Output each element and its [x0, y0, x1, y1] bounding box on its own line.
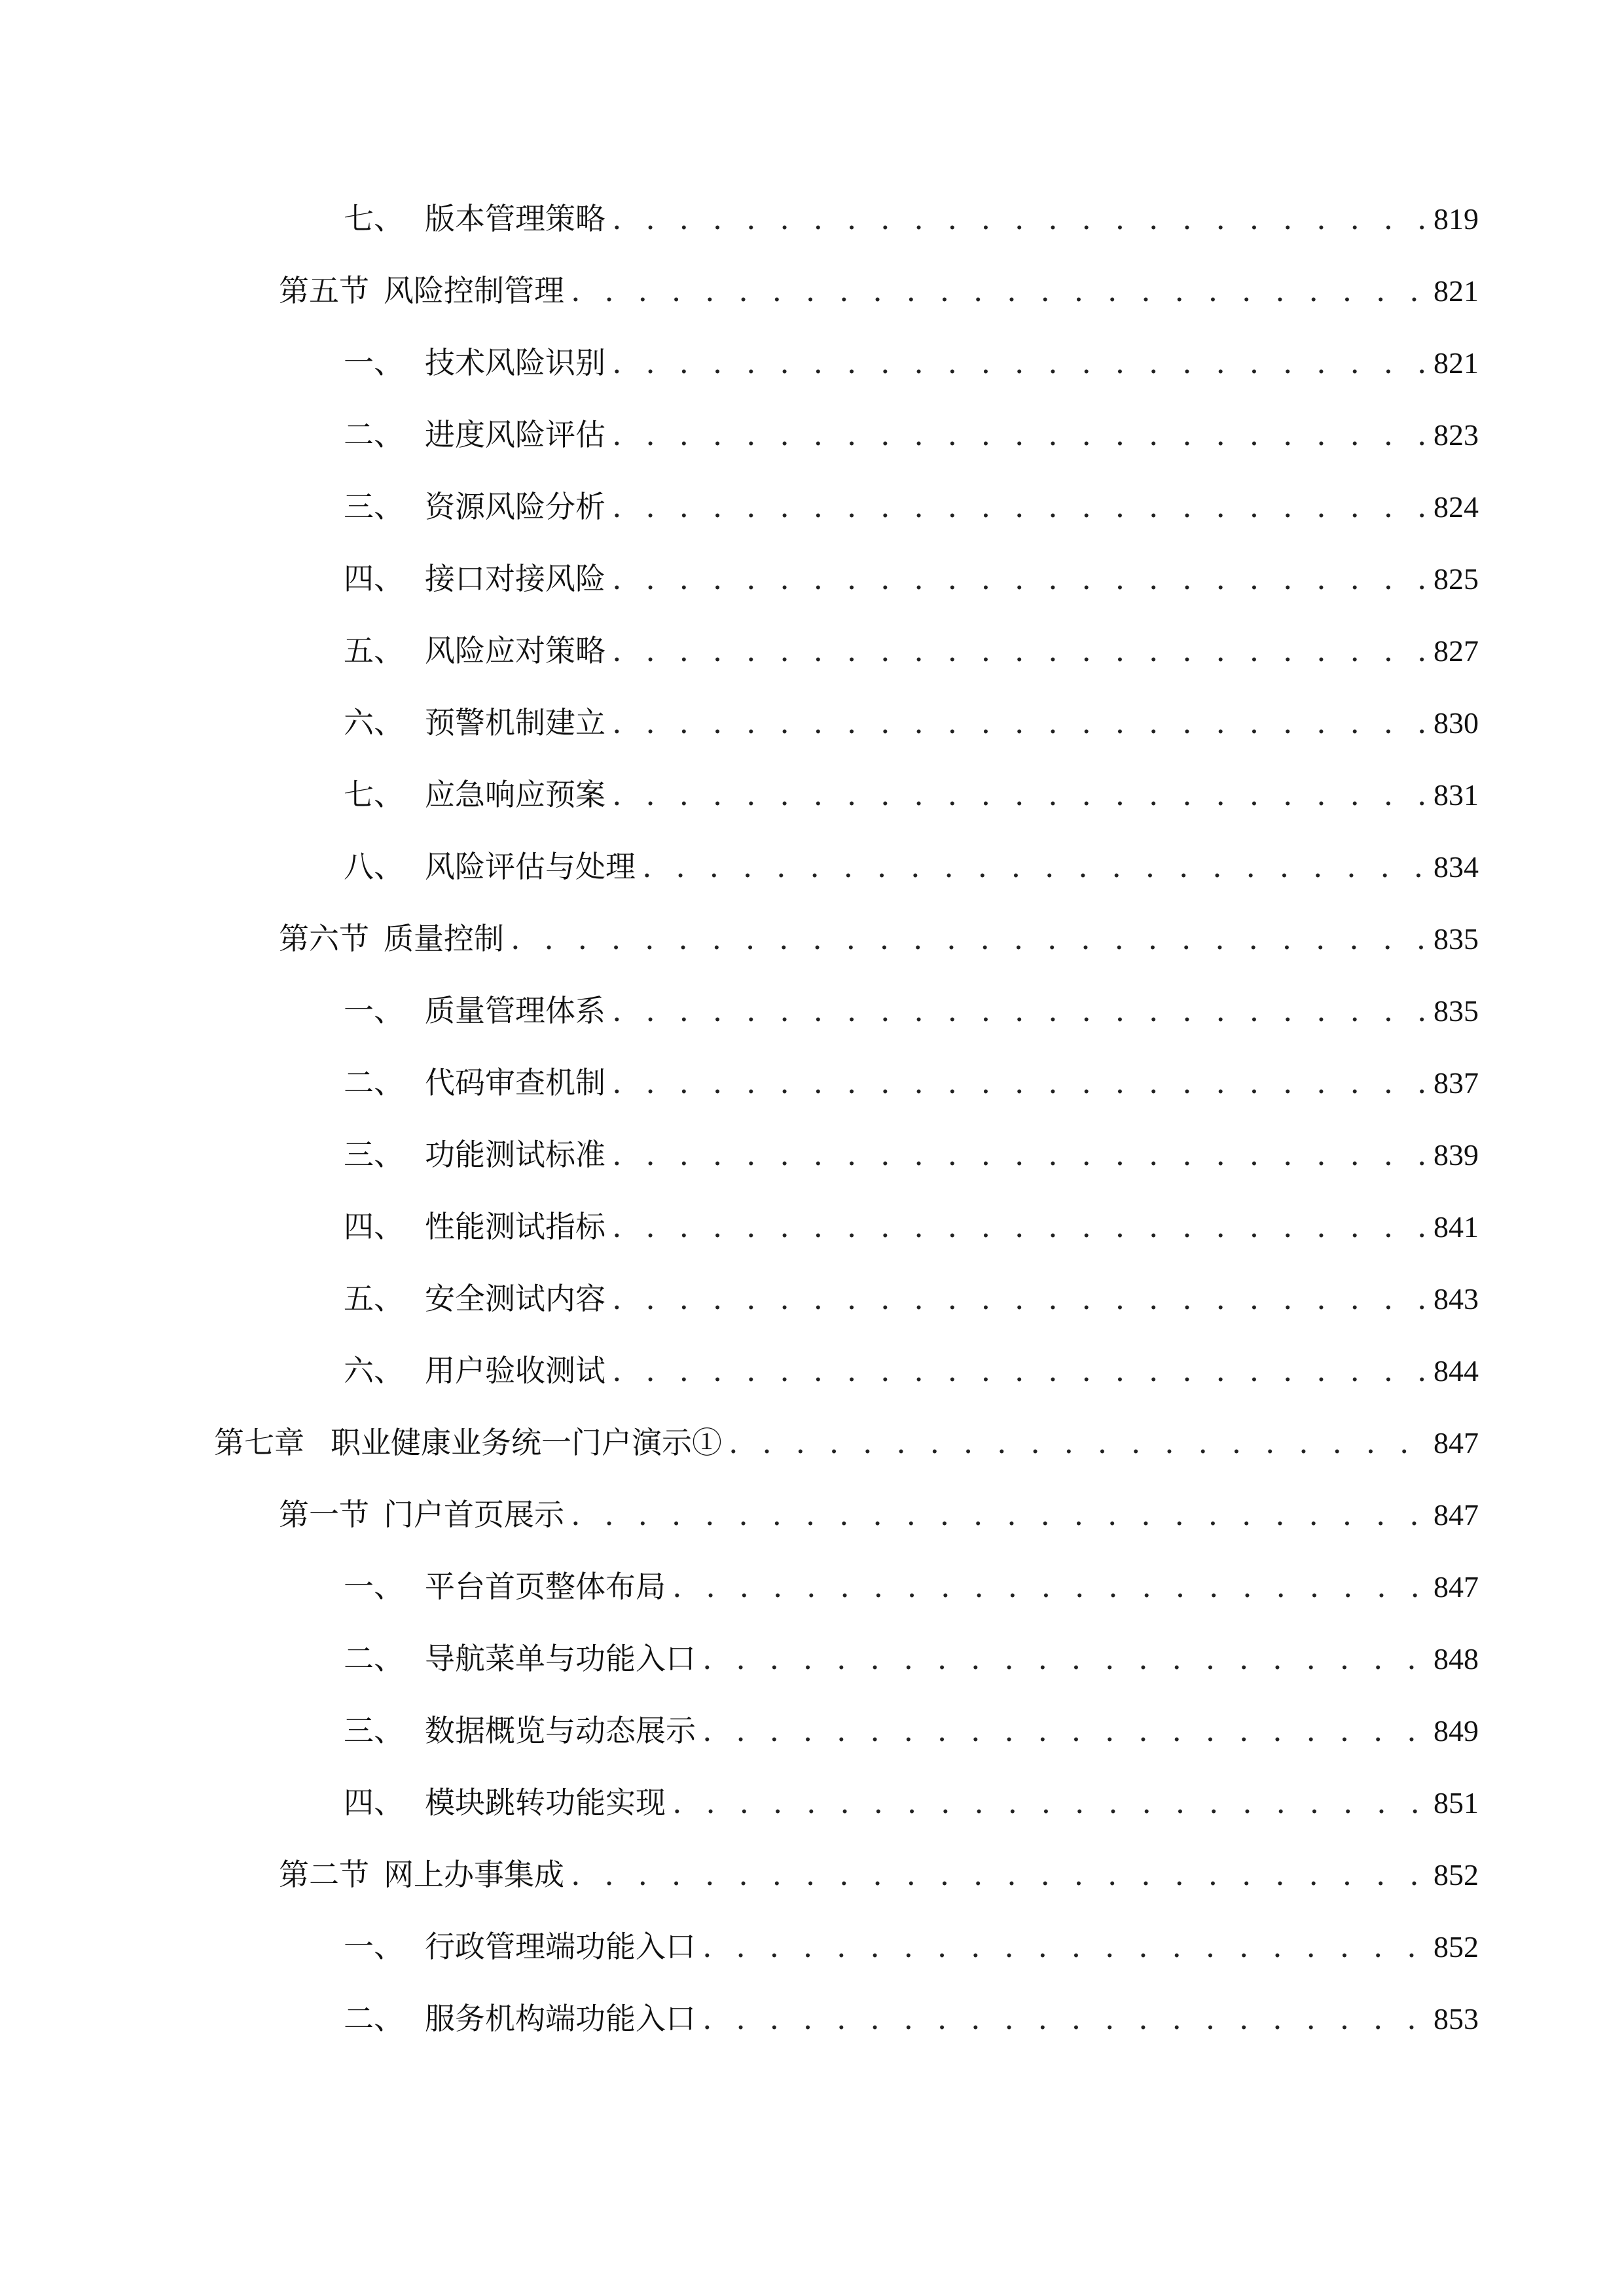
dot-leader — [571, 1839, 1427, 1910]
dot-leader — [612, 399, 1427, 471]
toc-entry-number: 四、 — [344, 1209, 404, 1244]
dot-leader — [612, 1119, 1427, 1191]
dot-leader — [612, 759, 1427, 831]
dot-leader — [612, 615, 1427, 687]
toc-entry[interactable] — [0, 1191, 1624, 1263]
toc-entry[interactable] — [0, 399, 1624, 471]
toc-entry[interactable] — [0, 327, 1624, 399]
toc-entry-number: 第七章 — [214, 1425, 304, 1460]
toc-entry-page: 821 — [1434, 346, 1479, 380]
toc-entry[interactable] — [0, 687, 1624, 759]
dot-leader — [729, 1407, 1427, 1479]
toc-entry-title: 质量管理体系 — [425, 993, 605, 1028]
dot-leader — [702, 1982, 1427, 2054]
toc-entry-number: 第六节 — [279, 921, 369, 956]
dot-leader — [612, 1263, 1427, 1335]
toc-entry-page: 852 — [1434, 1858, 1479, 1892]
dot-leader — [571, 1479, 1427, 1551]
toc-entry-title: 质量控制 — [384, 921, 504, 956]
toc-entry[interactable] — [0, 255, 1624, 327]
toc-entry[interactable] — [0, 615, 1624, 687]
toc-entry-page: 853 — [1434, 2002, 1479, 2036]
toc-entry-title: 服务机构端功能入口 — [425, 2001, 696, 2036]
toc-entry[interactable] — [0, 831, 1624, 903]
toc-entry[interactable] — [0, 471, 1624, 543]
toc-entry-page: 831 — [1434, 778, 1479, 812]
toc-entry-page: 847 — [1434, 1426, 1479, 1460]
dot-leader — [672, 1767, 1427, 1839]
dot-leader — [612, 471, 1427, 543]
toc-entry[interactable] — [0, 903, 1624, 975]
toc-entry-number: 一、 — [344, 1569, 404, 1604]
toc-entry-number: 第二节 — [279, 1857, 369, 1892]
toc-entry-page: 823 — [1434, 418, 1479, 452]
toc-entry-title: 安全测试内容 — [425, 1281, 605, 1316]
dot-leader — [672, 1551, 1427, 1623]
toc-entry[interactable] — [0, 1047, 1624, 1119]
dot-leader — [612, 975, 1427, 1047]
toc-entry-number: 二、 — [344, 417, 404, 452]
toc-entry-page: 848 — [1434, 1642, 1479, 1676]
toc-entry[interactable] — [0, 1767, 1624, 1839]
toc-entry[interactable] — [0, 759, 1624, 831]
toc-entry-title: 预警机制建立 — [425, 705, 605, 740]
toc-entry-title: 资源风险分析 — [425, 489, 605, 524]
toc-entry-number: 四、 — [344, 1785, 404, 1820]
toc-entry-page: 827 — [1434, 634, 1479, 668]
toc-entry-number: 七、 — [344, 201, 404, 236]
toc-entry-title: 代码审查机制 — [425, 1065, 605, 1100]
toc-entry-page: 841 — [1434, 1210, 1479, 1244]
toc-entry-number: 五、 — [344, 1281, 404, 1316]
toc-entry-title: 模块跳转功能实现 — [425, 1785, 666, 1820]
dot-leader — [612, 327, 1427, 399]
toc-entry[interactable] — [0, 1335, 1624, 1407]
toc-entry-title: 门户首页展示 — [384, 1497, 564, 1532]
toc-entry-number: 三、 — [344, 1137, 404, 1172]
toc-entry[interactable] — [0, 1982, 1624, 2054]
toc-entry[interactable] — [0, 1551, 1624, 1623]
toc-entry-page: 821 — [1434, 274, 1479, 308]
toc-entry-page: 834 — [1434, 850, 1479, 884]
toc-entry-number: 二、 — [344, 2001, 404, 2036]
toc-entry[interactable] — [0, 1623, 1624, 1695]
toc-entry-number: 八、 — [344, 849, 404, 884]
toc-entry-number: 五、 — [344, 633, 404, 668]
toc-entry-title: 数据概览与动态展示 — [425, 1713, 696, 1748]
toc-entry-page: 819 — [1434, 202, 1479, 236]
toc-entry-title: 功能测试标准 — [425, 1137, 605, 1172]
toc-entry-number: 二、 — [344, 1065, 404, 1100]
table-of-contents — [0, 183, 1624, 2054]
dot-leader — [702, 1623, 1427, 1695]
toc-entry-title: 职业健康业务统一门户演示① — [331, 1425, 722, 1460]
dot-leader — [571, 255, 1427, 327]
toc-entry-title: 接口对接风险 — [425, 561, 605, 596]
toc-entry-number: 一、 — [344, 345, 404, 380]
toc-entry[interactable] — [0, 1407, 1624, 1479]
toc-entry[interactable] — [0, 183, 1624, 255]
toc-entry-page: 835 — [1434, 922, 1479, 956]
dot-leader — [612, 183, 1427, 255]
toc-entry-title: 风险控制管理 — [384, 273, 564, 308]
dot-leader — [511, 903, 1427, 975]
toc-entry-page: 852 — [1434, 1930, 1479, 1964]
toc-entry-number: 三、 — [344, 489, 404, 524]
toc-entry-title: 风险应对策略 — [425, 633, 605, 668]
dot-leader — [702, 1695, 1427, 1767]
toc-entry-page: 830 — [1434, 706, 1479, 740]
dot-leader — [642, 831, 1427, 903]
toc-entry-page: 844 — [1434, 1354, 1479, 1388]
toc-entry-number: 第一节 — [279, 1497, 369, 1532]
toc-entry-page: 851 — [1434, 1786, 1479, 1820]
toc-entry-number: 六、 — [344, 705, 404, 740]
toc-entry-number: 一、 — [344, 993, 404, 1028]
toc-entry-page: 843 — [1434, 1282, 1479, 1316]
toc-entry-number: 四、 — [344, 561, 404, 596]
toc-entry[interactable] — [0, 1119, 1624, 1191]
toc-entry-page: 847 — [1434, 1570, 1479, 1604]
toc-entry-number: 三、 — [344, 1713, 404, 1748]
toc-entry-page: 835 — [1434, 994, 1479, 1028]
toc-entry[interactable] — [0, 1839, 1624, 1910]
toc-entry-page: 847 — [1434, 1498, 1479, 1532]
toc-entry-title: 网上办事集成 — [384, 1857, 564, 1892]
toc-entry[interactable] — [0, 543, 1624, 615]
toc-entry-title: 行政管理端功能入口 — [425, 1929, 696, 1964]
toc-entry[interactable] — [0, 1263, 1624, 1335]
toc-entry-page: 825 — [1434, 562, 1479, 596]
toc-entry-title: 风险评估与处理 — [425, 849, 636, 884]
toc-entry[interactable] — [0, 1479, 1624, 1551]
dot-leader — [612, 1191, 1427, 1263]
dot-leader — [612, 543, 1427, 615]
toc-entry-number: 第五节 — [279, 273, 369, 308]
toc-entry-title: 平台首页整体布局 — [425, 1569, 666, 1604]
dot-leader — [702, 1910, 1427, 1982]
toc-entry-title: 进度风险评估 — [425, 417, 605, 452]
toc-entry[interactable] — [0, 1695, 1624, 1767]
toc-entry-number: 一、 — [344, 1929, 404, 1964]
toc-entry-page: 839 — [1434, 1138, 1479, 1172]
toc-entry-title: 性能测试指标 — [425, 1209, 605, 1244]
dot-leader — [612, 687, 1427, 759]
dot-leader — [612, 1335, 1427, 1407]
toc-entry-number: 二、 — [344, 1641, 404, 1676]
toc-entry-title: 用户验收测试 — [425, 1353, 605, 1388]
toc-entry[interactable] — [0, 1910, 1624, 1982]
toc-entry-title: 技术风险识别 — [425, 345, 605, 380]
toc-entry[interactable] — [0, 975, 1624, 1047]
toc-entry-number: 七、 — [344, 777, 404, 812]
toc-entry-page: 824 — [1434, 490, 1479, 524]
toc-entry-number: 六、 — [344, 1353, 404, 1388]
dot-leader — [612, 1047, 1427, 1119]
toc-entry-title: 版本管理策略 — [425, 201, 605, 236]
toc-entry-title: 导航菜单与功能入口 — [425, 1641, 696, 1676]
toc-entry-page: 849 — [1434, 1714, 1479, 1748]
toc-entry-title: 应急响应预案 — [425, 777, 605, 812]
toc-entry-page: 837 — [1434, 1066, 1479, 1100]
